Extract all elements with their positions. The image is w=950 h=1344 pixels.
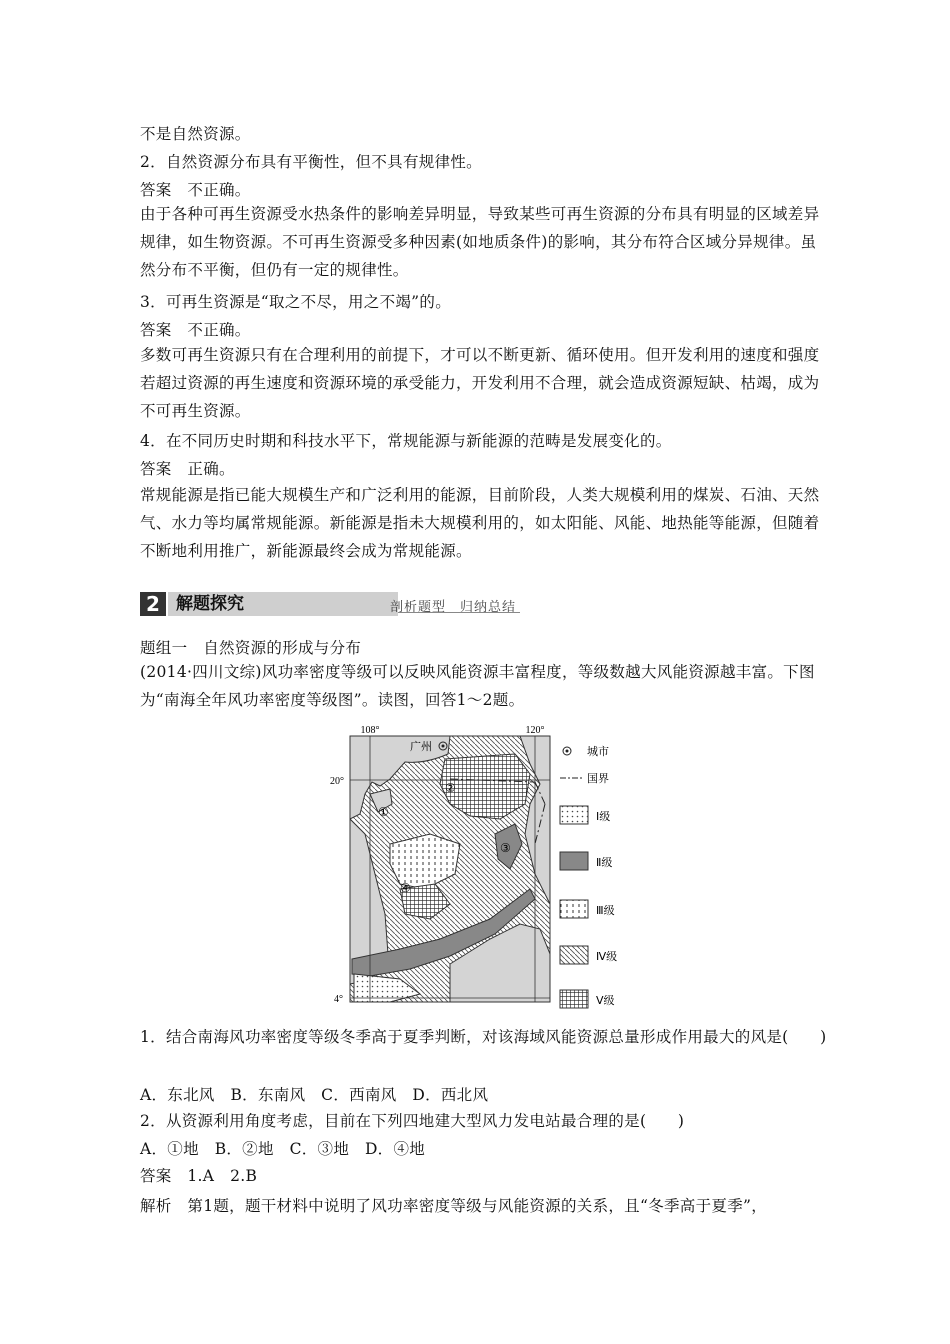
explanation-2: 由于各种可再生资源受水热条件的影响差异明显，导致某些可再生资源的分布具有明显的区域差异规律，如生物资源。不可再生资源受多种因素(如地质条件)的影响，其分布符合区域分异规律。虽然分布不平衡，但仍有一定的规律性。 [140, 205, 820, 279]
question-2-statement: 2．自然资源分布具有平衡性，但不具有规律性。 [140, 153, 482, 171]
question-4-statement: 4．在不同历史时期和科技水平下，常规能源与新能源的范畴是发展变化的。 [140, 432, 672, 450]
legend-level-2-swatch [560, 852, 588, 870]
legend-level-1: Ⅰ级 [596, 810, 611, 823]
analysis: 解析 第1题，题干材料中说明了风功率密度等级与风能资源的关系，且“冬季高于夏季”， [140, 1197, 768, 1215]
section-number: 2 [140, 592, 166, 616]
group-intro: (2014·四川文综)风功率密度等级可以反映风能资源丰富程度，等级数越大风能资源越丰富。下图为“南海全年风功率密度等级图”。读图，回答1～2题。 [140, 663, 815, 709]
question-1: 1．结合南海风功率密度等级冬季高于夏季判断，对该海域风能资源总量形成作用最大的风是( ) [140, 1028, 827, 1046]
question-2: 2．从资源利用角度考虑，目前在下列四地建大型风力发电站最合理的是( ) [140, 1112, 685, 1130]
question-1-options: A．东北风 B．东南风 C．西南风 D．西北风 [140, 1086, 489, 1104]
site-3-label: ③ [500, 841, 511, 855]
answer-key: 答案 1.A 2.B [140, 1167, 258, 1185]
legend-level-3-swatch [560, 900, 588, 918]
wind-power-map [330, 724, 630, 1014]
lon-label-108: 108° [360, 725, 380, 736]
city-label-guangzhou: 广州 [410, 740, 432, 753]
group-title: 题组一 自然资源的形成与分布 [140, 639, 362, 657]
section-rule [398, 612, 520, 613]
site-2-label: ② [445, 781, 456, 795]
legend-level-1-swatch [560, 806, 588, 824]
legend-level-2: Ⅱ级 [596, 856, 613, 869]
map-legend [560, 745, 617, 1008]
explanation-4: 常规能源是指已能大规模生产和广泛利用的能源，目前阶段，人类大规模利用的煤炭、石油、天然气、水力等均属常规能源。新能源是指未大规模利用的，如太阳能、风能、地热能等能源，但随着不断地利用推广，新能源最终会成为常规能源。 [140, 486, 820, 560]
text-line: 不是自然资源。 [140, 125, 251, 143]
answer-4: 答案 正确。 [140, 460, 235, 478]
section-subtitle: 剖析题型 归纳总结 [390, 600, 517, 615]
legend-level-4-swatch [560, 946, 588, 964]
legend-level-5: Ⅴ级 [596, 994, 615, 1007]
lon-label-120: 120° [525, 725, 545, 736]
section-title: 解题探究 [168, 592, 398, 616]
site-4-label: ④ [400, 881, 411, 895]
explanation-3: 多数可再生资源只有在合理利用的前提下，才可以不断更新、循环使用。但开发利用的速度和强度若超过资源的再生速度和资源环境的承受能力，开发利用不合理，就会造成资源短缺、枯竭，成为不可再生资源。 [140, 346, 820, 420]
legend-level-4: Ⅳ级 [596, 950, 618, 963]
section-header [140, 592, 520, 616]
lat-label-4: 4° [334, 994, 343, 1005]
legend-level-5-swatch [560, 990, 588, 1008]
legend-city: 城市 [587, 745, 609, 758]
question-3-statement: 3．可再生资源是“取之不尽，用之不竭”的。 [140, 293, 452, 311]
site-1-label: ① [378, 805, 389, 819]
legend-border: 国界 [587, 772, 609, 785]
legend-level-3: Ⅲ级 [596, 904, 615, 917]
answer-2: 答案 不正确。 [140, 181, 251, 199]
answer-3: 答案 不正确。 [140, 321, 251, 339]
lat-label-20: 20° [330, 776, 344, 787]
question-2-options: A．①地 B．②地 C．③地 D．④地 [140, 1140, 426, 1158]
